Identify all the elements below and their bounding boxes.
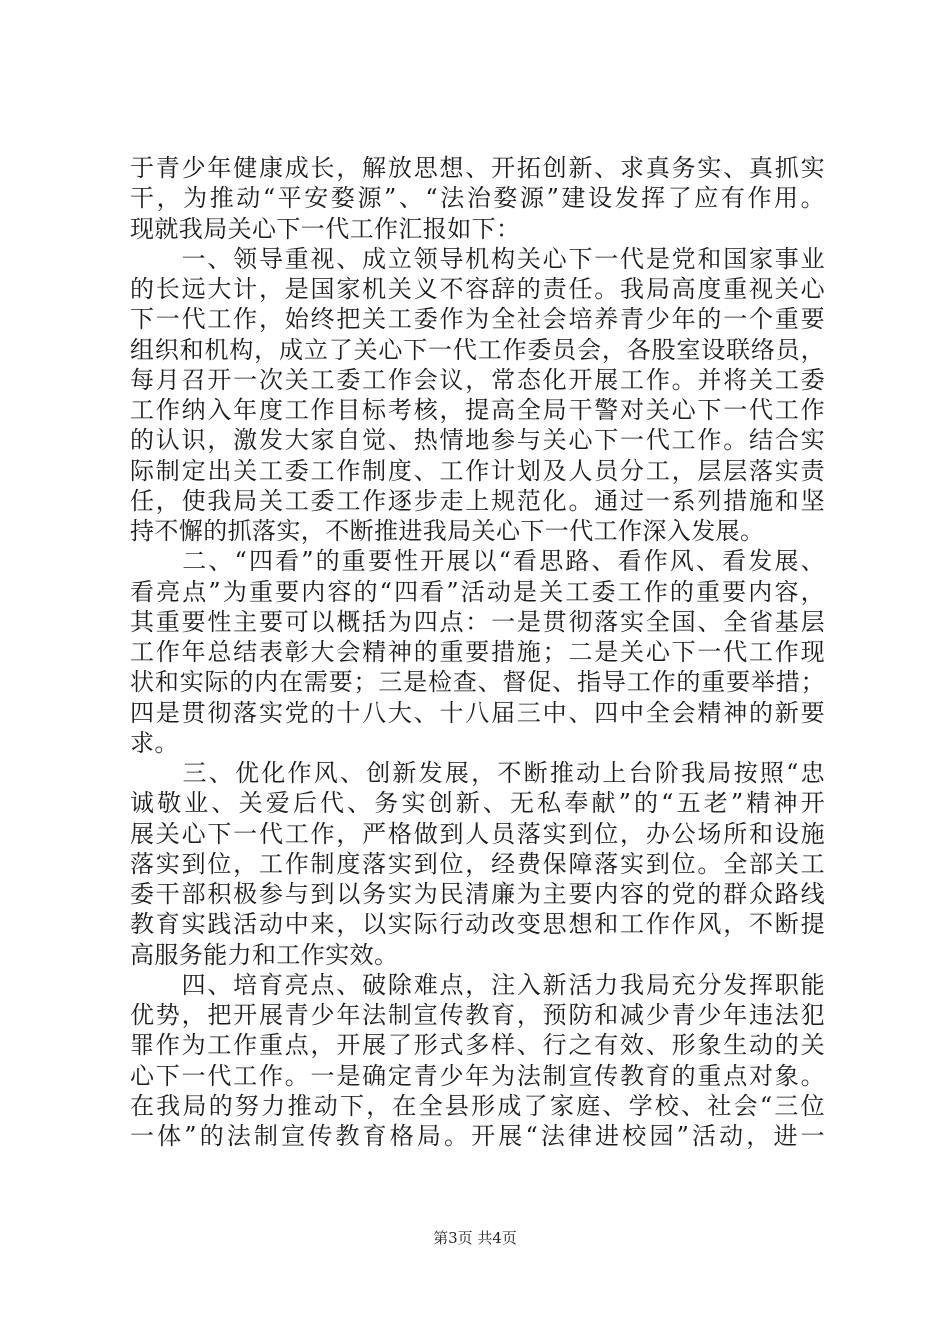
- text-line: 的长远大计，是国家机关义不容辞的责任。我局高度重视关心: [130, 275, 825, 303]
- text-line: 工作纳入年度工作目标考核，提高全局干警对关心下一代工作: [130, 396, 825, 424]
- text-line: 求。: [130, 728, 179, 757]
- text-line: 一体”的法制宣传教育格局。开展“法律进校园”活动，进一: [130, 1122, 825, 1150]
- text-line: 其重要性主要可以概括为四点：一是贯彻落实全国、全省基层: [130, 607, 825, 636]
- text-line: 每月召开一次关工委工作会议，常态化开展工作。并将关工委: [130, 365, 825, 394]
- text-line: 三、优化作风、创新发展，不断推动上台阶我局按照“忠: [130, 759, 825, 787]
- text-line: 高服务能力和工作实效。: [130, 940, 399, 969]
- text-line: 际制定出关工委工作制度、工作计划及人员分工，层层落实责: [130, 456, 825, 485]
- text-line: 状和实际的内在需要；三是检查、督促、指导工作的重要举措；: [130, 668, 825, 697]
- text-line: 任，使我局关工委工作逐步走上规范化。通过一系列措施和坚: [130, 486, 825, 515]
- text-line: 心下一代工作。一是确定青少年为法制宣传教育的重点对象。: [130, 1061, 825, 1090]
- text-line: 落实到位，工作制度落实到位，经费保障落实到位。全部关工: [130, 849, 825, 878]
- text-line: 优势，把开展青少年法制宣传教育，预防和减少青少年违法犯: [130, 1001, 825, 1029]
- text-line: 四是贯彻落实党的十八大、十八届三中、四中全会精神的新要: [130, 698, 825, 727]
- text-line: 委干部积极参与到以务实为民清廉为主要内容的党的群众路线: [130, 880, 825, 908]
- document-body: [130, 153, 825, 1151]
- text-line: 在我局的努力推动下，在全县形成了家庭、学校、社会“三位: [130, 1091, 825, 1120]
- text-line: 干，为推动“平安婺源”、“法治婺源”建设发挥了应有作用。: [130, 184, 825, 213]
- text-line: 看亮点”为重要内容的“四看”活动是关工委工作的重要内容，: [130, 577, 825, 606]
- text-line: 工作年总结表彰大会精神的重要措施；二是关心下一代工作现: [130, 638, 825, 666]
- text-line: 四、培育亮点、破除难点，注入新活力我局充分发挥职能: [130, 970, 825, 999]
- text-line: 罪作为工作重点，开展了形式多样、行之有效、形象生动的关: [130, 1031, 825, 1060]
- text-line: 二、“四看”的重要性开展以“看思路、看作风、看发展、: [130, 547, 825, 576]
- text-line: 一、领导重视、成立领导机构关心下一代是党和国家事业: [130, 244, 825, 273]
- page-number-footer: 第3页 共4页: [433, 1229, 517, 1247]
- text-line: 的认识，激发大家自觉、热情地参与关心下一代工作。结合实: [130, 426, 825, 455]
- text-line: 组织和机构，成立了关心下一代工作委员会，各股室设联络员，: [130, 335, 825, 364]
- text-line: 现就我局关心下一代工作汇报如下：: [130, 214, 521, 243]
- text-line: 下一代工作，始终把关工委作为全社会培养青少年的一个重要: [130, 305, 825, 334]
- text-line: 于青少年健康成长，解放思想、开拓创新、求真务实、真抓实: [130, 154, 825, 182]
- text-line: 持不懈的抓落实，不断推进我局关心下一代工作深入发展。: [130, 517, 765, 545]
- text-line: 教育实践活动中来，以实际行动改变思想和工作作风，不断提: [130, 910, 825, 939]
- text-line: 展关心下一代工作，严格做到人员落实到位，办公场所和设施: [130, 819, 825, 848]
- text-line: 诚敬业、关爱后代、务实创新、无私奉献”的“五老”精神开: [130, 789, 825, 818]
